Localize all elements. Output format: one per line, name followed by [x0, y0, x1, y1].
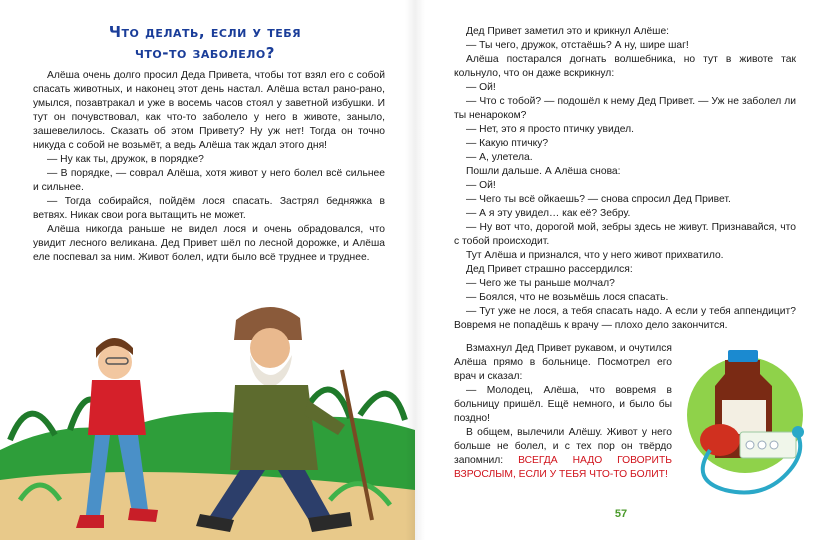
paragraph: — Ты чего, дружок, отстаёшь? А ну, шире шаг! — [466, 40, 689, 51]
paragraph: — Молодец, Алёша, что вовремя в больницу пришёл. Ещё немного, и было бы поздно! — [454, 385, 672, 424]
title-line-2: что-то заболело? — [135, 44, 275, 62]
page-number: 57 — [614, 508, 628, 520]
left-story-text — [33, 69, 385, 265]
paragraph: — Какую птичку? — [466, 138, 549, 149]
paragraph: — Ну вот что, дорогой мой, зебры здесь не живут. Признавайся, что с тобой происходит. — [454, 222, 796, 247]
paragraph: Дед Привет заметил это и крикнул Алёше: — [466, 26, 670, 37]
paragraph: — В порядке, — соврал Алёша, хотя живот у него болел всё сильнее и сильнее. — [33, 168, 385, 193]
forest-walk-illustration — [0, 300, 415, 540]
paragraph: — Боялся, что не возьмёшь лося спасать. — [466, 292, 669, 303]
title-line-1: Что делать, если у тебя — [108, 23, 302, 41]
paragraph: — Нет, это я просто птичку увидел. — [466, 124, 634, 135]
right-story-text — [454, 25, 796, 333]
paragraph: — Ну как ты, дружок, в порядке? — [47, 154, 204, 165]
paragraph: — Тут уже не лося, а тебя спасать надо. А если у тебя аппендицит? Вовремя не попадёшь к врачу — плохо дело закончится. — [454, 306, 796, 331]
paragraph: Алёша очень долго просил Деда Привета, чтобы тот взял его с собой спасать животных, и наконец этот день настал. Алёша встал рано-рано, умылся, позавтракал и уже в восемь часов стоял у заветной избушки. И тут он почувствовал, как что-то заболело у него в животе, заныло, зашевелилось. Сказать об этом Привету? Ну уж нет! Тогда он точно никуда с собой не возьмёт, а ведь Алёша так ждал этого дня! — [33, 70, 385, 151]
paragraph: — А я эту увидел… как её? Зебру. — [466, 208, 631, 219]
paragraph: — Чего же ты раньше молчал? — [466, 278, 615, 289]
medicine-illustration — [680, 340, 810, 500]
paragraph: — Чего ты всё ойкаешь? — снова спросил Дед Привет. — [466, 194, 731, 205]
paragraph: Алёша постарался догнать волшебника, но тут в животе так кольнуло, что он даже вскрикнул: — [454, 54, 796, 79]
page-title — [60, 22, 350, 64]
final-lead: В общем, вылечили Алёшу. Живот у него больше не болел, и с тех пор он твёрдо запомнил: — [454, 427, 672, 466]
hospital-text — [454, 342, 672, 482]
paragraph: — Ой! — [466, 180, 496, 191]
paragraph: Дед Привет страшно рассердился: — [466, 264, 633, 275]
moral-text: ВСЕГДА НАДО ГОВОРИТЬ ВЗРОСЛЫМ, ЕСЛИ У ТЕБЯ ЧТО-ТО БОЛИТ! — [454, 455, 672, 480]
paragraph: — А, улетела. — [466, 152, 533, 163]
paragraph: — Тогда собирайся, пойдём лося спасать. Застрял бедняжка в ветвях. Никак свои рога вытащить не может. — [33, 196, 385, 221]
final-paragraph — [454, 426, 672, 482]
paragraph: — Ой! — [466, 82, 496, 93]
paragraph: — Что с тобой? — подошёл к нему Дед Привет. — Уж не заболел ли ты ненароком? — [454, 96, 796, 121]
paragraph: Тут Алёша и признался, что у него живот прихватило. — [466, 250, 724, 261]
paragraph: Алёша никогда раньше не видел лося и очень обрадовался, что увидит лесного великана. Дед Привет шёл по лесной дорожке, и Алёша еле поспевал за ним. Живот болел, идти было всё труднее и труднее. — [33, 224, 385, 263]
paragraph: Пошли дальше. А Алёша снова: — [466, 166, 621, 177]
paragraph: Взмахнул Дед Привет рукавом, и очутился Алёша прямо в больнице. Посмотрел его врач и сказал: — [454, 343, 672, 382]
